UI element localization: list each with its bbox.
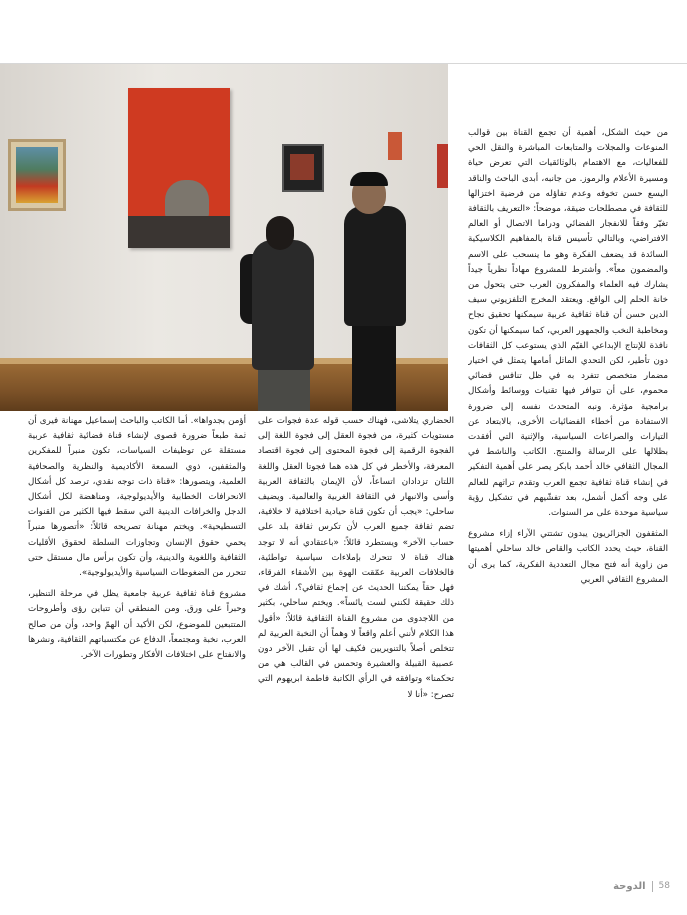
painting-partial [388,132,402,160]
visitor-man-cap [350,172,388,186]
visitor-woman-head [266,216,294,250]
visitor-man-legs [352,319,396,411]
text-column-middle [258,414,454,874]
text-column-right [468,126,668,906]
paragraph: الحضاري يتلاشى، فهناك حسب قوله عدة فجوات على مستويات كثيرة، من فجوة العقل إلى فجوة اللغة إلى الفجوة الرقمية إلى فجوة المحتوى إلى فجوة اقتصاد المعرفة، والأخطر في كل هذه هما فجوتا العقل واللغة اللتان تزدادان اتساعاً، لأن الإيمان بالثقافة العربية وأسى والانبهار في الثقافة الغربية والعالمية. ويضيف ساحلي: «يجب أن تكون قناة حيادية اختلافية لا خلافية، تضم ثقافة جميع العرب لأن تكرس ثقافة بلد على حساب الآخر» ويستطرد قائلاً: «باعتقادي أنه لا توجد هناك قناة لا تتحرك بإملاءات سياسية تواطئية، فالخلافات العربية عمّقت الهوة بين الأشقاء الفرقاء، فهل حقاً يمكننا الحديث عن إجماع ثقافي؟، أشك في ذلك حقيقة لكنني لست يائساً». ويختم ساحلي، بكثير من اللاجدوى من مشروع القناة الثقافية قائلاً: «أقول هذا الكلام لأنني أعلم واقعاً لا وهماً أن النخبة العربية لم تتخلص أصلاً بالتنويريين فكيف لها أن تقبل الآخر دون عصبية القبيلة والعشيرة وتحمس في القالب هي من تحكمنا» وتوافقه في الرأي الكاتبة فاطمة ابريهوم التي تصرح: «أنا لا [258,416,454,700]
visitor-woman [252,240,314,370]
painting-edge [437,144,448,188]
page-footer [580,878,670,894]
page-number: 58 [658,881,670,891]
painting-small-dark [282,144,324,192]
paragraph: أؤمن بجدواها». أما الكاتب والباحث إسماعيل مهنانة فيرى أن ثمة طبعاً ضرورة قصوى لإنشاء قناة فضائية ثقافية عربية مستقلة عن توظيفات السياسات، تكون منبراً للمفكرين والمثقفين، ذوي السمعة الأكاديمية والنظرية والصحافية العلمية، ويتصورها: «قناة ذات توجه نقدي، ترصد كل أشكال الانحرافات الخطابية والأيديولوجية، ومناهضة لكل أشكال الدجل والخرافات الدينية التي سقط فيها الكثير من القنوات التسطيحية». ويختم مهنانة تصريحه قائلاً: «أتصورها منبراً يحمي حقوق الإنسان وتجاوزات السلطة لحقوق الأقليات الثقافية واللغوية والدينية، وأن تكون برأس مال مستقل حتى تتحرر من الضغوطات السياسية والأيديولوجية». [28,416,246,579]
visitor-man [344,206,406,326]
footer-divider [652,881,653,892]
painting-abstract [8,139,66,211]
magazine-logo: الدوحة [613,880,646,892]
paragraph: المثقفون الجزائريون يبدون تشتتي الآراء إزاء مشروع القناة، حيث يحدد الكاتب والقاص خالد ساحلي أهميتها من زاوية أنه فتح مجال التعددية الفكرية، كما يرى أن المشروع الثقافي العربي [468,529,668,585]
gallery-photo [0,64,448,411]
painting-red-stone [128,88,230,248]
paragraph: من حيث الشكل، أهمية أن تجمع القناة بين قوالب المنوعات والمجلات والمتابعات المباشرة والنقل الحي للفعاليات، مع الاهتمام بالوثائقيات التي تعرض حياة ومسيرة الأعلام والرموز. من جانبه، أبدى الباحث والناقد اليسع حسن تخوفه وعدم تفاؤله من فرضية اختزالها للثقافة في مصطلحات ضيقة، موضحاً: «التعريف بالثقافة تغيّر وفقاً للانفجار الفضائي ودراما الاتصال أو العالم الافتراضي، وبالتالي تأسيس قناة بالمفاهيم الكلاسيكية السائدة قد يضعف الفكرة وهو ما ينسحب على الاسم والمضمون معاً». وأشترط للمشروع مهاداً نظرياً جيداً يشارك فيه العلماء والمفكرون العرب حتى يتحول من خانة الحلم إلى الواقع. ويعتقد المخرج التلفزيوني سيف الدين حسن أن قناة ثقافية عربية سيمكنها تحقيق نجاح ومخاطبة النخب والجمهور العربي، كما سيمكنها أن تكون نافذة للإنتاج الإبداعي القيّم الذي يستوعب كل الثقافات دون تأطير، لكن التحدي الماثل أمامها يتمثل في اختيار مضمار متخصص تتفرد به في ظل تنافس فضائي محموم، على أن تتوافر فيها تقنيات ووسائط وأشكال برامجية مؤثرة. ونبه المتحدث نفسه إلى ضرورة الاستفادة من أخطاء الفضائيات الأخرى، بالابتعاد عن التيارات والصراعات السياسية، والإثنية التي أفقدت بظلالها على الرسالة والمنتج. الكاتب والناشط في المجال الثقافي خالد أحمد بابكر يصر على أهمية التفكير في إنشاء قناة ثقافية تجمع العرب وتقدم تراثهم للعالم على وجه أكمل أشمل، بعد تفشّيهم في تشكيل رؤية سياسية موحدة على مر السنوات. [468,128,668,519]
paragraph: مشروع قناة ثقافية عربية جامعية يظل في مرحلة التنظير، وحبراً على ورق. ومن المنطقي أن تتباين رؤى وأطروحات المتتبعين للموضوع، لكن الأكيد أن الهمّ واحد، وأن من صالح العرب، نخبة ومجتمعاً، الدفاع عن مكتسباتهم الثقافية، ونشرها والانفتاح على اختلافات الأفكار وتطورات الآخر. [28,589,246,661]
text-column-left [28,414,246,874]
